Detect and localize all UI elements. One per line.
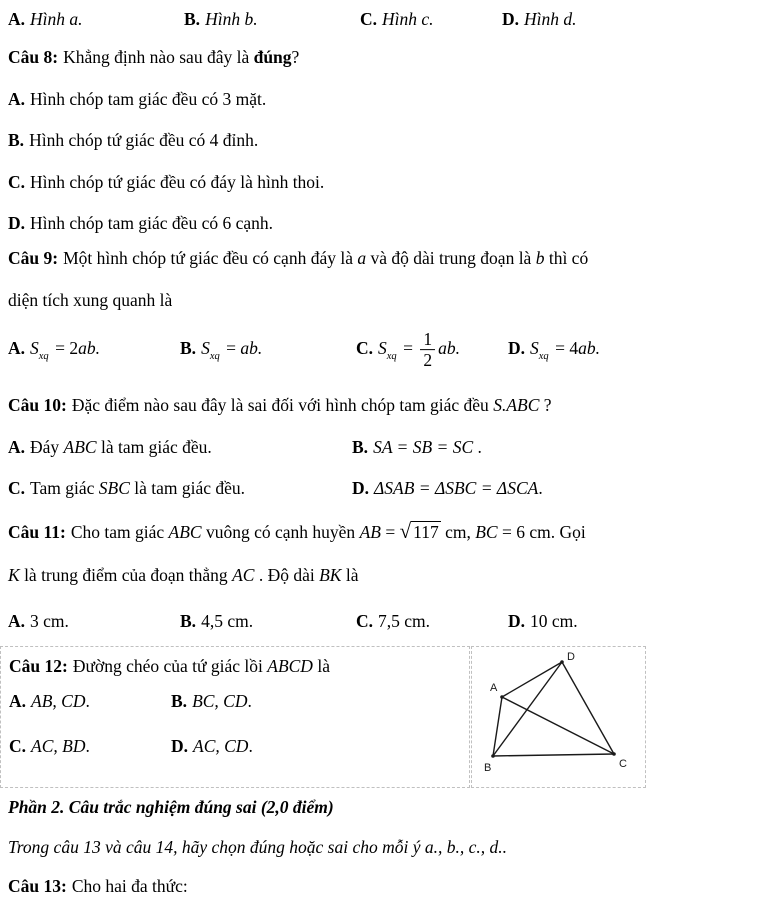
option-letter: D. bbox=[171, 736, 189, 756]
math-subscript: xq bbox=[38, 351, 49, 362]
q8-option-d bbox=[8, 212, 273, 235]
q11-text: cm, bbox=[440, 522, 476, 542]
math-var: ab. bbox=[78, 338, 100, 358]
q9-text: thì có bbox=[544, 248, 589, 268]
equals-sign: = bbox=[55, 338, 70, 358]
vertex-label-c: C bbox=[619, 758, 627, 770]
radicand: 117 bbox=[413, 522, 439, 542]
option-letter: B. bbox=[184, 9, 201, 29]
q12-options-row2 bbox=[9, 735, 469, 758]
q9-label: Câu 9: bbox=[8, 248, 59, 268]
option-text: Hình a. bbox=[30, 9, 83, 29]
q8-option-a bbox=[8, 88, 266, 111]
q7-option-d bbox=[502, 8, 577, 31]
q9-option-b bbox=[180, 337, 262, 363]
q10-options-row1 bbox=[8, 436, 758, 459]
option-letter: B. bbox=[352, 437, 369, 457]
q9-option-c bbox=[356, 330, 460, 370]
math-expression: AC, BD bbox=[31, 736, 86, 756]
q11-text: là bbox=[341, 565, 359, 585]
sqrt-expression bbox=[399, 519, 441, 543]
q10-option-b bbox=[352, 436, 482, 459]
math-expression: ABCD bbox=[267, 656, 313, 676]
vertex-label-a: A bbox=[490, 682, 498, 694]
math-subscript: xq bbox=[386, 351, 397, 363]
option-text: Hình c. bbox=[382, 9, 434, 29]
math-expression: ABC bbox=[63, 437, 97, 457]
q11-text: Cho tam giác bbox=[70, 522, 169, 542]
q8-option-c bbox=[8, 171, 324, 194]
q7-option-a bbox=[8, 8, 83, 31]
q10-label: Câu 10: bbox=[8, 395, 67, 415]
q12-figure-box bbox=[471, 646, 646, 788]
q12-option-b bbox=[171, 690, 252, 713]
q10-options-row2 bbox=[8, 477, 758, 500]
q9-text: Một hình chóp tứ giác đều có cạnh đáy là bbox=[63, 248, 358, 268]
q9-options-row bbox=[8, 324, 758, 376]
part2-heading: Phần 2. Câu trắc nghiệm đúng sai (2,0 điểm) bbox=[8, 797, 334, 817]
q7-option-c bbox=[360, 8, 434, 31]
option-letter: B. bbox=[8, 130, 25, 150]
q12-text-box bbox=[0, 646, 470, 788]
math-expression: AB bbox=[359, 522, 381, 542]
radical-sign: √ bbox=[399, 519, 412, 543]
option-letter: C. bbox=[356, 338, 374, 359]
option-letter: B. bbox=[180, 611, 197, 631]
q11-option-c bbox=[356, 610, 430, 633]
math-expression: AB, CD bbox=[31, 691, 86, 711]
math-subscript: xq bbox=[538, 351, 549, 362]
option-post: . bbox=[85, 691, 90, 711]
q11-option-a bbox=[8, 610, 69, 633]
part2-instruction: Trong câu 13 và câu 14, hãy chọn đúng hoặc sai cho mỗi ý a., b., c., d.. bbox=[8, 837, 508, 857]
q8-text-bold: đúng bbox=[253, 47, 292, 67]
math-symbol: S bbox=[201, 338, 210, 358]
q9-stem-line2: diện tích xung quanh là bbox=[8, 290, 173, 310]
q11-stem-line1 bbox=[8, 520, 586, 544]
q10-stem bbox=[8, 394, 552, 417]
math-value: = 6 bbox=[497, 522, 525, 542]
option-text: 3 cm. bbox=[30, 611, 69, 631]
option-text: Hình chóp tam giác đều có 3 mặt. bbox=[30, 89, 267, 109]
math-expression: ABC bbox=[168, 522, 202, 542]
q9-stem-line1 bbox=[8, 247, 588, 270]
q11-text: cm. Gọi bbox=[524, 522, 586, 542]
q11-text: là trung điểm của đoạn thẳng bbox=[19, 565, 233, 585]
option-letter: D. bbox=[502, 9, 520, 29]
q11-text: . Độ dài bbox=[254, 565, 320, 585]
q12-option-c bbox=[9, 735, 90, 758]
option-text: Hình chóp tứ giác đều có 4 đỉnh. bbox=[29, 130, 259, 150]
q11-option-d bbox=[508, 610, 578, 633]
option-text: Hình chóp tam giác đều có 6 cạnh. bbox=[30, 213, 273, 233]
quadrilateral-abcd-figure bbox=[472, 647, 643, 785]
q12-text: Đường chéo của tứ giác lồi bbox=[72, 656, 268, 676]
math-expression: BK bbox=[319, 565, 342, 585]
q8-option-b bbox=[8, 129, 258, 152]
option-post: là tam giác đều. bbox=[129, 478, 246, 498]
option-letter: A. bbox=[8, 9, 26, 29]
option-text: Hình b. bbox=[205, 9, 258, 29]
vertex-label-b: B bbox=[484, 762, 492, 774]
option-letter: B. bbox=[171, 691, 188, 711]
q11-text: vuông có cạnh huyền bbox=[201, 522, 360, 542]
q12-text-end: là bbox=[312, 656, 330, 676]
fraction bbox=[420, 330, 435, 370]
q11-label: Câu 11: bbox=[8, 522, 66, 542]
q8-text-end: ? bbox=[291, 47, 300, 67]
fraction-numerator: 1 bbox=[420, 330, 435, 350]
option-letter: C. bbox=[360, 9, 378, 29]
q11-options-row bbox=[8, 610, 758, 633]
q11-option-b bbox=[180, 610, 253, 633]
math-expression: S.ABC bbox=[493, 395, 540, 415]
option-pre: Đáy bbox=[30, 437, 64, 457]
option-text: 7,5 cm. bbox=[378, 611, 431, 631]
equals-sign: = bbox=[380, 522, 400, 542]
q11-stem-line2 bbox=[8, 564, 358, 587]
option-letter: B. bbox=[180, 338, 197, 358]
option-post: . bbox=[247, 691, 252, 711]
math-var: ab. bbox=[438, 338, 460, 359]
q12-label: Câu 12: bbox=[9, 656, 68, 676]
option-letter: A. bbox=[8, 89, 26, 109]
equals-sign: = bbox=[226, 338, 241, 358]
q7-options-row bbox=[8, 8, 758, 31]
option-letter: A. bbox=[8, 338, 26, 358]
option-letter: C. bbox=[356, 611, 374, 631]
q8-stem bbox=[8, 46, 299, 69]
option-post: . bbox=[538, 478, 543, 498]
coefficient: 4 bbox=[569, 338, 579, 358]
option-text: 4,5 cm. bbox=[201, 611, 254, 631]
option-letter: A. bbox=[8, 611, 26, 631]
option-text: Hình d. bbox=[524, 9, 577, 29]
q10-option-d bbox=[352, 477, 543, 500]
option-post: là tam giác đều. bbox=[96, 437, 212, 457]
math-symbol: S bbox=[378, 338, 387, 359]
option-text: 10 cm. bbox=[530, 611, 578, 631]
math-var-b: b bbox=[535, 248, 545, 268]
equals-sign: = bbox=[555, 338, 570, 358]
q12-options-row1 bbox=[9, 690, 469, 713]
math-expression: SA = SB = SC bbox=[373, 437, 474, 457]
option-letter: D. bbox=[508, 611, 526, 631]
q10-option-c bbox=[8, 477, 245, 500]
q12-option-d bbox=[171, 735, 253, 758]
q12-stem bbox=[9, 655, 330, 678]
fraction-denominator: 2 bbox=[423, 350, 433, 371]
option-post: . bbox=[473, 437, 482, 457]
option-letter: A. bbox=[9, 691, 27, 711]
q8-label: Câu 8: bbox=[8, 47, 59, 67]
q13-text: Cho hai đa thức: bbox=[71, 876, 188, 896]
math-var-a: a bbox=[357, 248, 367, 268]
math-expression: AC, CD bbox=[193, 736, 249, 756]
option-letter: C. bbox=[8, 478, 26, 498]
q12-option-a bbox=[9, 690, 90, 713]
math-symbol: S bbox=[30, 338, 39, 358]
math-symbol: S bbox=[530, 338, 539, 358]
math-expression: SBC bbox=[98, 478, 130, 498]
math-expression: K bbox=[8, 565, 20, 585]
q9-option-a bbox=[8, 337, 100, 363]
coefficient: 2 bbox=[69, 338, 79, 358]
q13-label: Câu 13: bbox=[8, 876, 67, 896]
option-letter: C. bbox=[9, 736, 27, 756]
vertex-label-d: D bbox=[567, 651, 575, 663]
math-var: ab. bbox=[578, 338, 600, 358]
option-pre: Tam giác bbox=[30, 478, 99, 498]
math-expression: BC bbox=[475, 522, 498, 542]
option-post: . bbox=[85, 736, 90, 756]
q9-text: và độ dài trung đoạn là bbox=[366, 248, 536, 268]
math-var: ab. bbox=[240, 338, 263, 358]
option-letter: D. bbox=[8, 213, 26, 233]
option-letter: D. bbox=[352, 478, 370, 498]
q9-option-d bbox=[508, 337, 600, 363]
option-letter: C. bbox=[8, 172, 26, 192]
equals-sign: = bbox=[403, 338, 418, 359]
q13-stem bbox=[8, 875, 188, 898]
math-expression: ΔSAB = ΔSBC = ΔSCA bbox=[374, 478, 539, 498]
q10-text: Đặc điểm nào sau đây là sai đối với hình chóp tam giác đều bbox=[71, 395, 494, 415]
q10-text-end: ? bbox=[539, 395, 552, 415]
math-expression: BC, CD bbox=[192, 691, 248, 711]
option-post: . bbox=[248, 736, 253, 756]
math-subscript: xq bbox=[209, 351, 220, 362]
q10-option-a bbox=[8, 436, 212, 459]
option-letter: A. bbox=[8, 437, 26, 457]
option-letter: D. bbox=[508, 338, 526, 358]
q8-text: Khẳng định nào sau đây là bbox=[63, 47, 254, 67]
q7-option-b bbox=[184, 8, 258, 31]
option-text: Hình chóp tứ giác đều có đáy là hình thoi. bbox=[30, 172, 325, 192]
math-expression: AC bbox=[232, 565, 255, 585]
